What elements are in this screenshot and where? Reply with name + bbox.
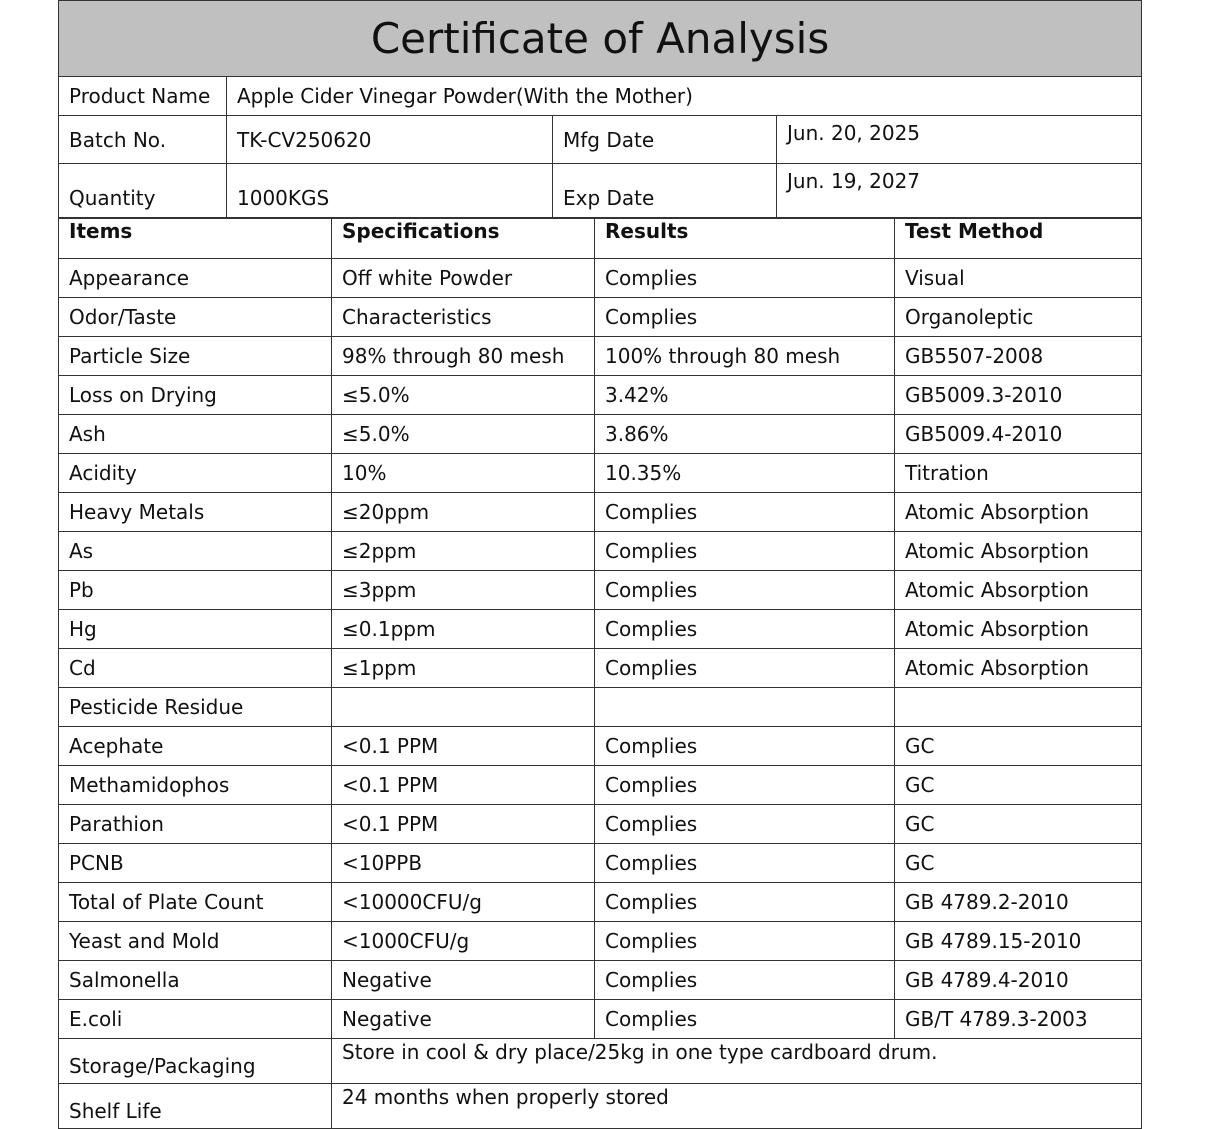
specification-cell: Off white Powder xyxy=(332,259,595,298)
test-method-cell: GC xyxy=(895,805,1142,844)
document-title: Certificate of Analysis xyxy=(59,1,1142,77)
specification-cell: Negative xyxy=(332,961,595,1000)
storage-row xyxy=(59,1039,1142,1084)
result-cell: Complies xyxy=(595,571,895,610)
item-cell: Salmonella xyxy=(59,961,332,1000)
item-cell: Pb xyxy=(59,571,332,610)
item-cell: Acidity xyxy=(59,454,332,493)
table-row xyxy=(59,493,1142,532)
specification-cell: ≤2ppm xyxy=(332,532,595,571)
item-cell: Appearance xyxy=(59,259,332,298)
specification-cell: <0.1 PPM xyxy=(332,727,595,766)
table-row xyxy=(59,298,1142,337)
quantity-value: 1000KGS xyxy=(227,164,553,218)
result-cell: Complies xyxy=(595,1000,895,1039)
test-method-cell: GC xyxy=(895,766,1142,805)
item-cell: As xyxy=(59,532,332,571)
specification-cell: ≤0.1ppm xyxy=(332,610,595,649)
shelf-life-row xyxy=(59,1084,1142,1129)
table-row xyxy=(59,337,1142,376)
table-row xyxy=(59,961,1142,1000)
test-method-cell: Atomic Absorption xyxy=(895,571,1142,610)
result-cell: 3.42% xyxy=(595,376,895,415)
specification-cell: ≤5.0% xyxy=(332,415,595,454)
result-cell: 100% through 80 mesh xyxy=(595,337,895,376)
table-row xyxy=(59,727,1142,766)
specification-cell: <1000CFU/g xyxy=(332,922,595,961)
table-row xyxy=(59,649,1142,688)
item-cell: PCNB xyxy=(59,844,332,883)
coa-header-table xyxy=(58,0,1142,218)
test-method-cell: Organoleptic xyxy=(895,298,1142,337)
storage-label: Storage/Packaging xyxy=(59,1039,332,1084)
result-cell: Complies xyxy=(595,727,895,766)
item-cell: Cd xyxy=(59,649,332,688)
specification-cell: ≤3ppm xyxy=(332,571,595,610)
specification-cell: ≤1ppm xyxy=(332,649,595,688)
item-cell: Methamidophos xyxy=(59,766,332,805)
specification-cell: Negative xyxy=(332,1000,595,1039)
result-cell: Complies xyxy=(595,649,895,688)
item-cell: Total of Plate Count xyxy=(59,883,332,922)
result-cell: Complies xyxy=(595,493,895,532)
test-method-cell: GB5009.3-2010 xyxy=(895,376,1142,415)
mfg-date-label: Mfg Date xyxy=(553,116,777,164)
result-cell: Complies xyxy=(595,961,895,1000)
table-row xyxy=(59,259,1142,298)
specification-cell: <0.1 PPM xyxy=(332,766,595,805)
table-row xyxy=(59,1000,1142,1039)
item-cell: Yeast and Mold xyxy=(59,922,332,961)
specification-cell: <0.1 PPM xyxy=(332,805,595,844)
specification-cell: <10000CFU/g xyxy=(332,883,595,922)
result-cell: Complies xyxy=(595,532,895,571)
table-row xyxy=(59,688,1142,727)
test-method-cell xyxy=(895,688,1142,727)
exp-date-label: Exp Date xyxy=(553,164,777,218)
test-method-cell: Titration xyxy=(895,454,1142,493)
test-method-cell: GB5009.4-2010 xyxy=(895,415,1142,454)
specification-cell: 10% xyxy=(332,454,595,493)
test-method-cell: GC xyxy=(895,727,1142,766)
storage-value: Store in cool & dry place/25kg in one type cardboard drum. xyxy=(332,1039,1142,1084)
test-method-cell: GB/T 4789.3-2003 xyxy=(895,1000,1142,1039)
quantity-label: Quantity xyxy=(59,164,227,218)
table-row xyxy=(59,610,1142,649)
table-header-row xyxy=(59,219,1142,259)
item-cell: Ash xyxy=(59,415,332,454)
col-header-test-method: Test Method xyxy=(895,219,1142,259)
item-cell: Hg xyxy=(59,610,332,649)
item-cell: Acephate xyxy=(59,727,332,766)
result-cell: Complies xyxy=(595,298,895,337)
result-cell: Complies xyxy=(595,610,895,649)
table-row xyxy=(59,376,1142,415)
item-cell: Particle Size xyxy=(59,337,332,376)
test-method-cell: Atomic Absorption xyxy=(895,532,1142,571)
specification-cell: Characteristics xyxy=(332,298,595,337)
test-method-cell: Visual xyxy=(895,259,1142,298)
table-row xyxy=(59,922,1142,961)
table-row xyxy=(59,454,1142,493)
test-method-cell: GB5507-2008 xyxy=(895,337,1142,376)
coa-results-table xyxy=(58,218,1142,1129)
result-cell: Complies xyxy=(595,805,895,844)
specification-cell: ≤20ppm xyxy=(332,493,595,532)
result-cell: 10.35% xyxy=(595,454,895,493)
specification-cell: <10PPB xyxy=(332,844,595,883)
table-row xyxy=(59,532,1142,571)
result-cell: Complies xyxy=(595,883,895,922)
shelf-life-label: Shelf Life xyxy=(59,1084,332,1129)
item-cell: Heavy Metals xyxy=(59,493,332,532)
result-cell: Complies xyxy=(595,922,895,961)
specification-cell: ≤5.0% xyxy=(332,376,595,415)
test-method-cell: GC xyxy=(895,844,1142,883)
test-method-cell: GB 4789.15-2010 xyxy=(895,922,1142,961)
exp-date-value: Jun. 19, 2027 xyxy=(777,164,1142,218)
specification-cell: 98% through 80 mesh xyxy=(332,337,595,376)
test-method-cell: Atomic Absorption xyxy=(895,493,1142,532)
col-header-results: Results xyxy=(595,219,895,259)
item-cell: Parathion xyxy=(59,805,332,844)
test-method-cell: Atomic Absorption xyxy=(895,610,1142,649)
shelf-life-value: 24 months when properly stored xyxy=(332,1084,1142,1129)
table-row xyxy=(59,883,1142,922)
coa-document xyxy=(58,0,1141,1129)
result-cell: Complies xyxy=(595,766,895,805)
table-row xyxy=(59,415,1142,454)
product-name-label: Product Name xyxy=(59,77,227,116)
col-header-specifications: Specifications xyxy=(332,219,595,259)
col-header-items: Items xyxy=(59,219,332,259)
item-cell: Loss on Drying xyxy=(59,376,332,415)
item-cell: Pesticide Residue xyxy=(59,688,332,727)
result-cell: Complies xyxy=(595,259,895,298)
table-row xyxy=(59,844,1142,883)
item-cell: E.coli xyxy=(59,1000,332,1039)
table-row xyxy=(59,766,1142,805)
test-method-cell: GB 4789.4-2010 xyxy=(895,961,1142,1000)
product-name-value: Apple Cider Vinegar Powder(With the Mother) xyxy=(227,77,1142,116)
item-cell: Odor/Taste xyxy=(59,298,332,337)
mfg-date-value: Jun. 20, 2025 xyxy=(777,116,1142,164)
batch-label: Batch No. xyxy=(59,116,227,164)
specification-cell xyxy=(332,688,595,727)
table-row xyxy=(59,805,1142,844)
batch-value: TK-CV250620 xyxy=(227,116,553,164)
result-cell xyxy=(595,688,895,727)
result-cell: Complies xyxy=(595,844,895,883)
test-method-cell: Atomic Absorption xyxy=(895,649,1142,688)
test-method-cell: GB 4789.2-2010 xyxy=(895,883,1142,922)
table-row xyxy=(59,571,1142,610)
result-cell: 3.86% xyxy=(595,415,895,454)
